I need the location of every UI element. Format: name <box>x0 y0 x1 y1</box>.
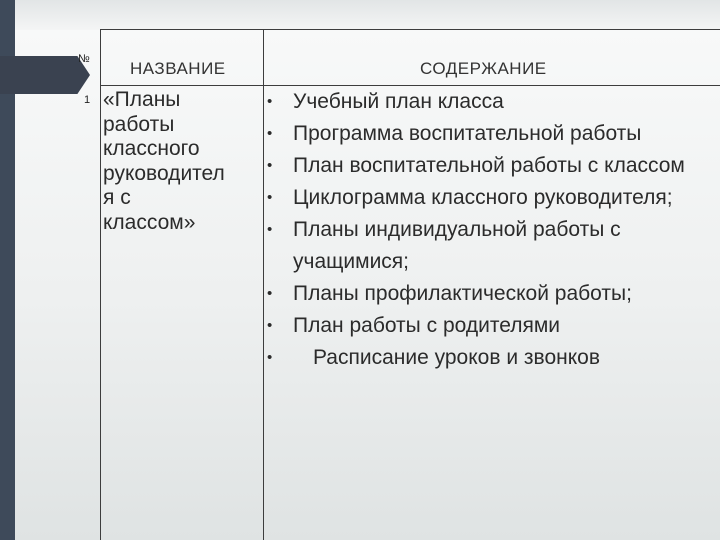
list-item-text: Планы индивидуальной работы с учащимися; <box>293 218 621 273</box>
table-left-border <box>100 29 101 540</box>
bullet-icon: • <box>267 125 273 142</box>
list-item <box>266 182 720 214</box>
slide-top-shadow <box>15 0 720 30</box>
list-item-text: Планы профилактической работы; <box>293 282 632 305</box>
row-number: 1 <box>84 94 91 106</box>
bullet-icon: • <box>267 189 273 206</box>
list-item <box>266 150 720 182</box>
list-item <box>266 214 720 278</box>
list-item-text: Циклограмма классного руководителя; <box>293 186 673 209</box>
list-item <box>266 342 720 374</box>
bullet-icon: • <box>267 157 273 174</box>
bullet-icon: • <box>267 285 273 302</box>
list-item-text: Расписание уроков и звонков <box>313 346 600 369</box>
list-item <box>266 310 720 342</box>
list-item <box>266 118 720 150</box>
content-list <box>266 86 720 374</box>
list-item <box>266 86 720 118</box>
list-item-text: План работы с родителями <box>293 314 560 337</box>
list-item-text: План воспитательной работы с классом <box>293 154 685 177</box>
list-item-text: Учебный план класса <box>293 90 504 113</box>
content-column-header: СОДЕРЖАНИЕ <box>420 59 547 78</box>
list-item <box>266 278 720 310</box>
arrow-tab-decoration <box>0 56 90 94</box>
bullet-icon: • <box>267 93 273 110</box>
bullet-icon: • <box>267 221 273 238</box>
row-name-cell: «Планы работы классного руководител я с классом» <box>103 88 225 234</box>
table-top-border <box>100 29 720 30</box>
name-column-header: НАЗВАНИЕ <box>130 59 226 78</box>
table-column-divider <box>263 29 264 540</box>
list-item-text: Программа воспитательной работы <box>293 122 642 145</box>
bullet-icon: • <box>267 317 273 334</box>
number-column-header: № <box>78 53 90 65</box>
bullet-icon: • <box>267 349 273 366</box>
